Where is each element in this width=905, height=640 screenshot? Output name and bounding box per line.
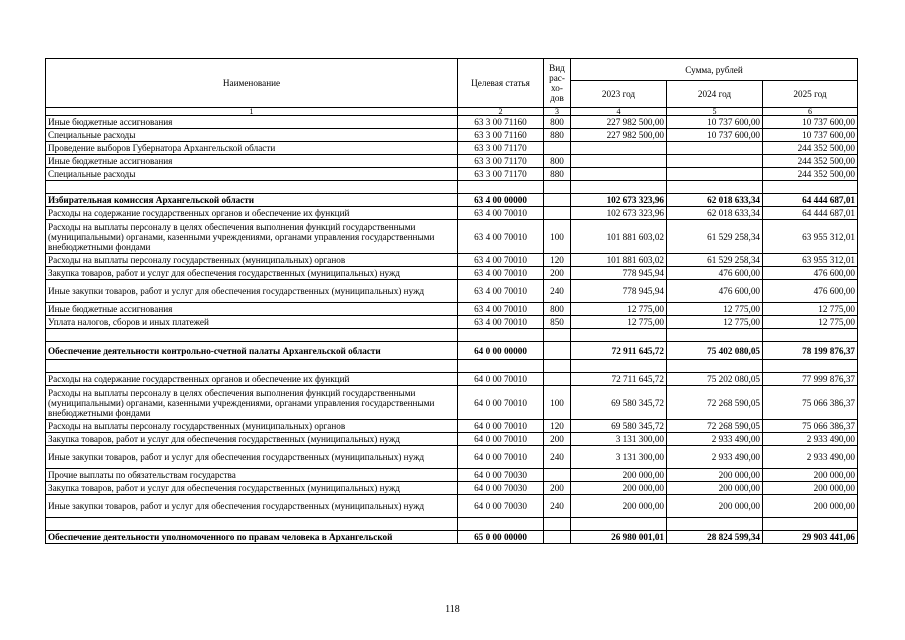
row-vid: 850 (544, 316, 571, 329)
row-2023: 72 911 645,72 (571, 342, 667, 360)
row-2023: 102 673 323,96 (571, 207, 667, 220)
row-2024: 62 018 633,34 (667, 194, 763, 207)
row-2024: 2 933 490,00 (667, 433, 763, 446)
row-name: Расходы на содержание государственных органов и обеспечение их функций (46, 207, 458, 220)
row-code: 63 3 00 71170 (458, 168, 544, 181)
table-row (46, 116, 858, 129)
row-code: 63 4 00 70010 (458, 267, 544, 280)
row-vid (544, 342, 571, 360)
row-vid: 800 (544, 155, 571, 168)
table-row (46, 373, 858, 386)
table-row (46, 469, 858, 482)
row-vid: 880 (544, 168, 571, 181)
row-2025: 244 352 500,00 (763, 155, 858, 168)
row-vid: 100 (544, 386, 571, 420)
spacer-row (46, 360, 858, 373)
row-2023: 26 980 001,01 (571, 531, 667, 544)
row-2024: 200 000,00 (667, 469, 763, 482)
row-2025: 200 000,00 (763, 495, 858, 518)
row-2023: 200 000,00 (571, 495, 667, 518)
header-target: Целевая статья (458, 59, 544, 108)
row-vid: 200 (544, 267, 571, 280)
row-2025: 75 066 386,37 (763, 420, 858, 433)
row-vid: 100 (544, 220, 571, 254)
header-2024: 2024 год (667, 81, 763, 108)
row-2023: 778 945,94 (571, 267, 667, 280)
row-code: 63 3 00 71170 (458, 155, 544, 168)
row-2025: 63 955 312,01 (763, 254, 858, 267)
header-name: Наименование (46, 59, 458, 108)
row-2025: 244 352 500,00 (763, 142, 858, 155)
row-name: Обеспечение деятельности контрольно-счетной палаты Архангельской области (46, 342, 458, 360)
row-name: Уплата налогов, сборов и иных платежей (46, 316, 458, 329)
row-name: Расходы на выплаты персоналу в целях обеспечения выполнения функций государственными (муниципальными) органами, казенными учреждениями, органами управления государственными внебюджетными фондами (46, 220, 458, 254)
table-row (46, 142, 858, 155)
row-code: 63 4 00 70010 (458, 220, 544, 254)
row-code: 64 0 00 70010 (458, 420, 544, 433)
row-2025: 200 000,00 (763, 482, 858, 495)
row-2023 (571, 155, 667, 168)
row-2025: 64 444 687,01 (763, 194, 858, 207)
row-2023: 101 881 603,02 (571, 220, 667, 254)
row-name: Иные закупки товаров, работ и услуг для обеспечения государственных (муниципальных) нужд (46, 280, 458, 303)
row-name: Закупка товаров, работ и услуг для обеспечения государственных (муниципальных) нужд (46, 267, 458, 280)
row-vid: 240 (544, 280, 571, 303)
row-code: 64 0 00 70030 (458, 469, 544, 482)
row-vid (544, 469, 571, 482)
row-vid: 240 (544, 446, 571, 469)
row-2025: 476 600,00 (763, 267, 858, 280)
row-code: 63 3 00 71160 (458, 116, 544, 129)
row-2023: 102 673 323,96 (571, 194, 667, 207)
row-code: 64 0 00 70010 (458, 446, 544, 469)
row-2025: 12 775,00 (763, 303, 858, 316)
row-2024: 2 933 490,00 (667, 446, 763, 469)
colnum-2: 2 (458, 108, 544, 116)
table-row (46, 433, 858, 446)
row-vid: 120 (544, 420, 571, 433)
row-name: Закупка товаров, работ и услуг для обеспечения государственных (муниципальных) нужд (46, 433, 458, 446)
row-name: Избирательная комиссия Архангельской области (46, 194, 458, 207)
row-code: 64 0 00 70010 (458, 373, 544, 386)
row-2025: 63 955 312,01 (763, 220, 858, 254)
table-row (46, 155, 858, 168)
row-2025: 78 199 876,37 (763, 342, 858, 360)
row-name: Прочие выплаты по обязательствам государства (46, 469, 458, 482)
row-2025: 12 775,00 (763, 316, 858, 329)
table-row (46, 495, 858, 518)
spacer-row (46, 181, 858, 194)
table-row (46, 194, 858, 207)
row-2024: 476 600,00 (667, 280, 763, 303)
table-row (46, 303, 858, 316)
row-2023: 12 775,00 (571, 316, 667, 329)
row-code: 64 0 00 00000 (458, 342, 544, 360)
row-name: Закупка товаров, работ и услуг для обеспечения государственных (муниципальных) нужд (46, 482, 458, 495)
row-2023: 200 000,00 (571, 482, 667, 495)
table-row (46, 168, 858, 181)
row-vid (544, 142, 571, 155)
row-2025: 75 066 386,37 (763, 386, 858, 420)
row-name: Расходы на содержание государственных органов и обеспечение их функций (46, 373, 458, 386)
table-row (46, 531, 858, 544)
table-row (46, 129, 858, 142)
row-2024: 75 402 080,05 (667, 342, 763, 360)
row-name: Иные бюджетные ассигнования (46, 303, 458, 316)
header-vid: Вид рас-хо-дов (544, 59, 571, 108)
row-2025: 29 903 441,06 (763, 531, 858, 544)
row-vid (544, 531, 571, 544)
row-2023: 200 000,00 (571, 469, 667, 482)
table-row (46, 280, 858, 303)
row-vid: 880 (544, 129, 571, 142)
row-2025: 10 737 600,00 (763, 129, 858, 142)
table-row (46, 446, 858, 469)
row-2024: 61 529 258,34 (667, 254, 763, 267)
row-2023: 778 945,94 (571, 280, 667, 303)
row-name: Иные закупки товаров, работ и услуг для обеспечения государственных (муниципальных) нужд (46, 446, 458, 469)
row-2023: 12 775,00 (571, 303, 667, 316)
table-row (46, 254, 858, 267)
row-2023: 101 881 603,02 (571, 254, 667, 267)
colnum-3: 3 (544, 108, 571, 116)
header-sum: Сумма, рублей (571, 59, 858, 81)
row-2025: 200 000,00 (763, 469, 858, 482)
row-2023: 227 982 500,00 (571, 129, 667, 142)
row-vid (544, 373, 571, 386)
row-2024: 10 737 600,00 (667, 129, 763, 142)
colnum-4: 4 (571, 108, 667, 116)
row-name: Расходы на выплаты персоналу государственных (муниципальных) органов (46, 420, 458, 433)
row-2023: 69 580 345,72 (571, 386, 667, 420)
row-name: Расходы на выплаты персоналу государственных (муниципальных) органов (46, 254, 458, 267)
row-2024: 200 000,00 (667, 495, 763, 518)
row-name: Расходы на выплаты персоналу в целях обеспечения выполнения функций государственными (муниципальными) органами, казенными учреждениями, органами управления государственными внебюджетными фондами (46, 386, 458, 420)
row-vid (544, 194, 571, 207)
row-2025: 476 600,00 (763, 280, 858, 303)
row-2023: 3 131 300,00 (571, 446, 667, 469)
table-row (46, 386, 858, 420)
row-2025: 2 933 490,00 (763, 446, 858, 469)
table-row (46, 420, 858, 433)
table-row (46, 482, 858, 495)
row-name: Иные бюджетные ассигнования (46, 116, 458, 129)
row-2024: 61 529 258,34 (667, 220, 763, 254)
row-2024 (667, 155, 763, 168)
row-2024 (667, 168, 763, 181)
row-code: 64 0 00 70010 (458, 433, 544, 446)
row-vid: 200 (544, 433, 571, 446)
row-vid (544, 207, 571, 220)
row-code: 63 3 00 71160 (458, 129, 544, 142)
row-name: Специальные расходы (46, 168, 458, 181)
row-2024: 72 268 590,05 (667, 420, 763, 433)
row-2023: 3 131 300,00 (571, 433, 667, 446)
row-2025: 244 352 500,00 (763, 168, 858, 181)
row-2023: 227 982 500,00 (571, 116, 667, 129)
table-row (46, 207, 858, 220)
spacer-row (46, 518, 858, 531)
header-2025: 2025 год (763, 81, 858, 108)
spacer-row (46, 329, 858, 342)
row-2023: 72 711 645,72 (571, 373, 667, 386)
row-2023: 69 580 345,72 (571, 420, 667, 433)
row-code: 63 4 00 70010 (458, 316, 544, 329)
row-2025: 64 444 687,01 (763, 207, 858, 220)
row-2024: 200 000,00 (667, 482, 763, 495)
colnum-1: 1 (46, 108, 458, 116)
row-code: 63 4 00 70010 (458, 254, 544, 267)
row-code: 65 0 00 00000 (458, 531, 544, 544)
row-code: 63 4 00 00000 (458, 194, 544, 207)
row-vid: 120 (544, 254, 571, 267)
row-vid: 800 (544, 116, 571, 129)
row-2024: 12 775,00 (667, 316, 763, 329)
row-code: 64 0 00 70030 (458, 482, 544, 495)
row-vid: 200 (544, 482, 571, 495)
row-code: 63 4 00 70010 (458, 280, 544, 303)
row-code: 63 4 00 70010 (458, 207, 544, 220)
table-row (46, 220, 858, 254)
row-name: Специальные расходы (46, 129, 458, 142)
row-vid: 240 (544, 495, 571, 518)
row-2024: 28 824 599,34 (667, 531, 763, 544)
row-name: Обеспечение деятельности уполномоченного по правам человека в Архангельской (46, 531, 458, 544)
row-2024 (667, 142, 763, 155)
table-row (46, 316, 858, 329)
row-2025: 10 737 600,00 (763, 116, 858, 129)
colnum-5: 5 (667, 108, 763, 116)
row-code: 64 0 00 70010 (458, 386, 544, 420)
row-name: Иные закупки товаров, работ и услуг для обеспечения государственных (муниципальных) нужд (46, 495, 458, 518)
row-name: Проведение выборов Губернатора Архангельской области (46, 142, 458, 155)
row-2024: 12 775,00 (667, 303, 763, 316)
row-2024: 62 018 633,34 (667, 207, 763, 220)
header-2023: 2023 год (571, 81, 667, 108)
row-2025: 2 933 490,00 (763, 433, 858, 446)
row-2024: 10 737 600,00 (667, 116, 763, 129)
colnum-6: 6 (763, 108, 858, 116)
row-name: Иные бюджетные ассигнования (46, 155, 458, 168)
row-code: 64 0 00 70030 (458, 495, 544, 518)
row-2025: 77 999 876,37 (763, 373, 858, 386)
row-2024: 476 600,00 (667, 267, 763, 280)
page-number: 118 (445, 604, 460, 615)
row-2023 (571, 168, 667, 181)
row-2023 (571, 142, 667, 155)
budget-table (45, 58, 858, 544)
row-2024: 72 268 590,05 (667, 386, 763, 420)
row-code: 63 3 00 71170 (458, 142, 544, 155)
row-2024: 75 202 080,05 (667, 373, 763, 386)
table-row (46, 342, 858, 360)
row-vid: 800 (544, 303, 571, 316)
table-row (46, 267, 858, 280)
row-code: 63 4 00 70010 (458, 303, 544, 316)
